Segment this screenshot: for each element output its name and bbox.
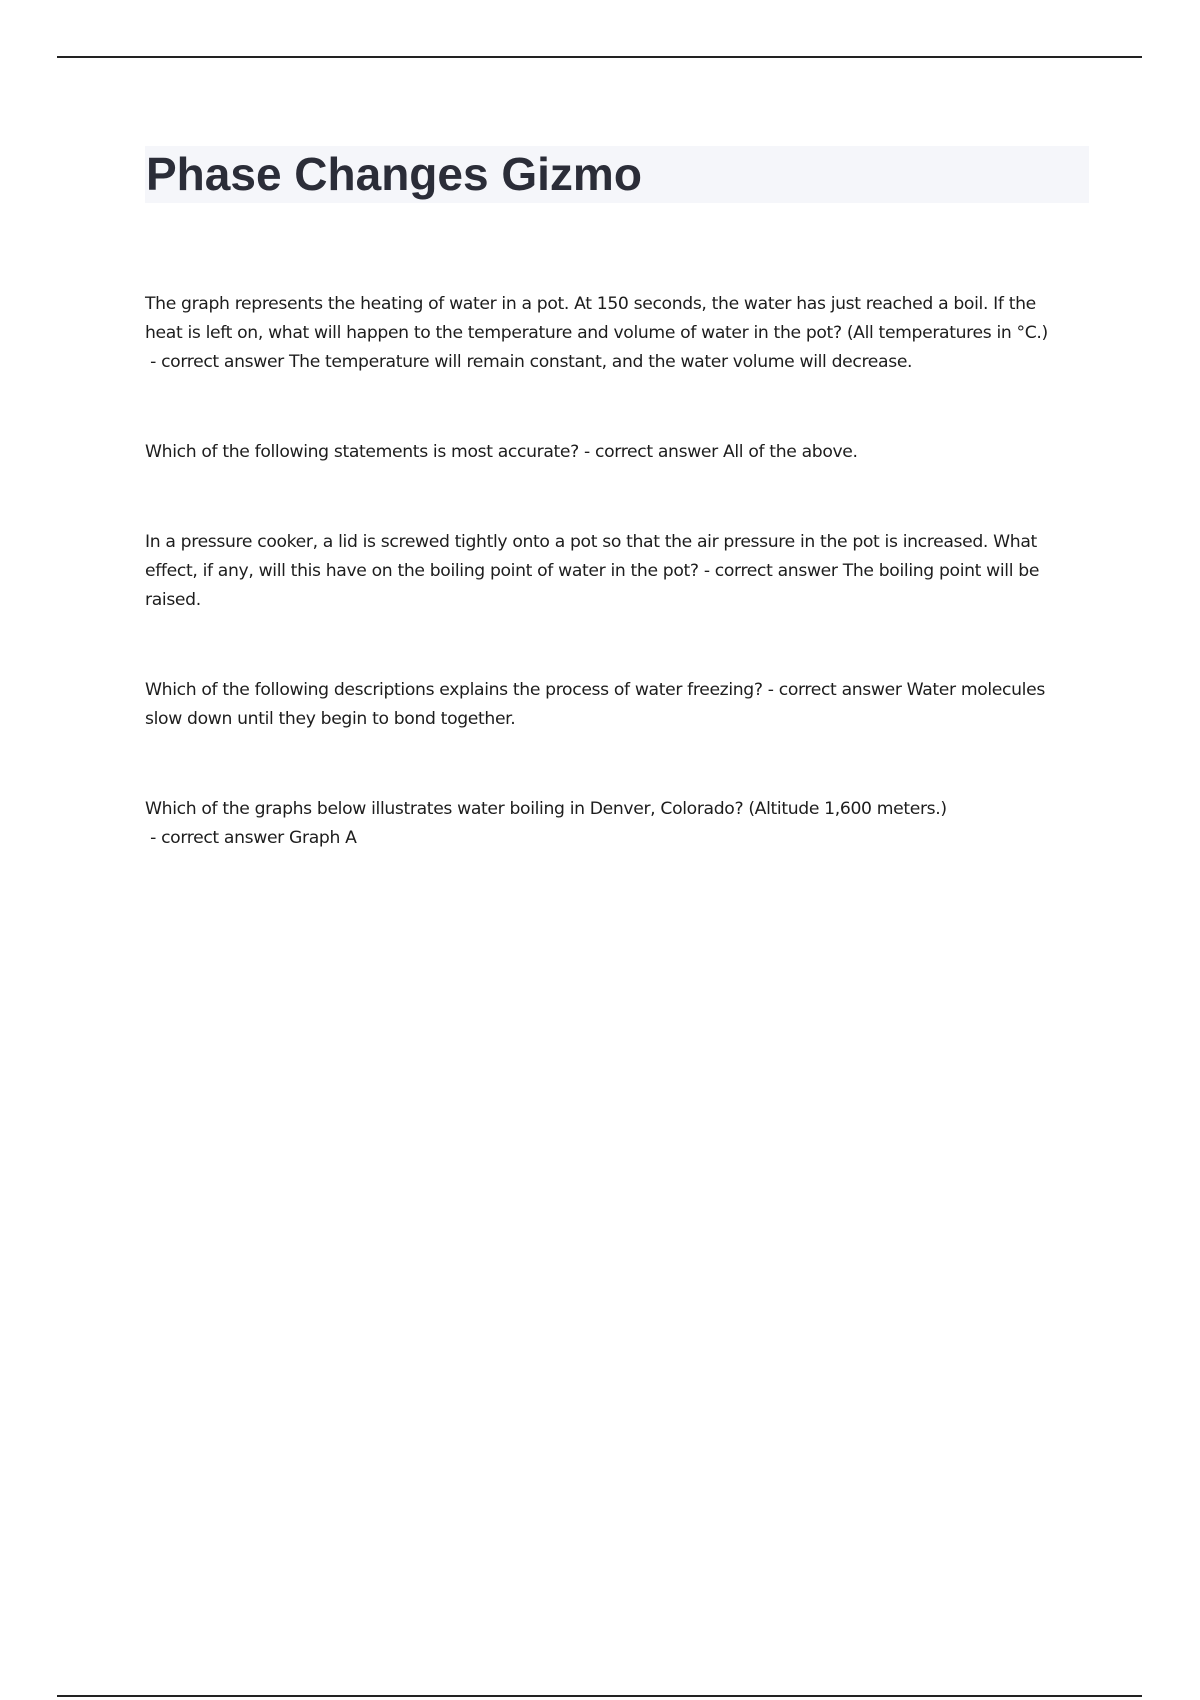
question-text: The graph represents the heating of water in a pot. At 150 seconds, the water has just reached a boil. If the heat is left on, what will happen to the temperature and volume of water in the pot? (All temperatures in °C.) [145, 294, 1048, 343]
question-text: Which of the graphs below illustrates water boiling in Denver, Colorado? (Altitude 1,600 meters.) [145, 799, 947, 819]
answer-separator: - correct answer [698, 561, 843, 581]
answer-separator: - correct answer [145, 828, 290, 848]
qa-list [145, 290, 1075, 914]
footer-rule [57, 1695, 1142, 1697]
answer-text: Graph A [289, 828, 357, 848]
qa-item [145, 795, 1075, 853]
question-text: Which of the following descriptions explains the process of water freezing? [145, 680, 763, 700]
document-title: Phase Changes Gizmo [146, 148, 642, 200]
answer-separator: - correct answer [145, 352, 290, 372]
qa-item [145, 438, 1075, 467]
qa-item [145, 676, 1075, 734]
answer-text: The boiling point will be raised. [145, 561, 1040, 610]
qa-item [145, 528, 1075, 615]
answer-text: The temperature will remain constant, and the water volume will decrease. [289, 352, 913, 372]
question-text: Which of the following statements is most accurate? [145, 442, 579, 462]
answer-text: Water molecules slow down until they begin to bond together. [145, 680, 1045, 729]
header-rule [57, 56, 1142, 58]
qa-item [145, 290, 1075, 377]
question-text: In a pressure cooker, a lid is screwed tightly onto a pot so that the air pressure in the pot is increased. What effect, if any, will this have on the boiling point of water in the pot? [145, 532, 1037, 581]
answer-text: All of the above. [722, 442, 858, 462]
answer-separator: - correct answer [578, 442, 723, 462]
answer-separator: - correct answer [762, 680, 907, 700]
